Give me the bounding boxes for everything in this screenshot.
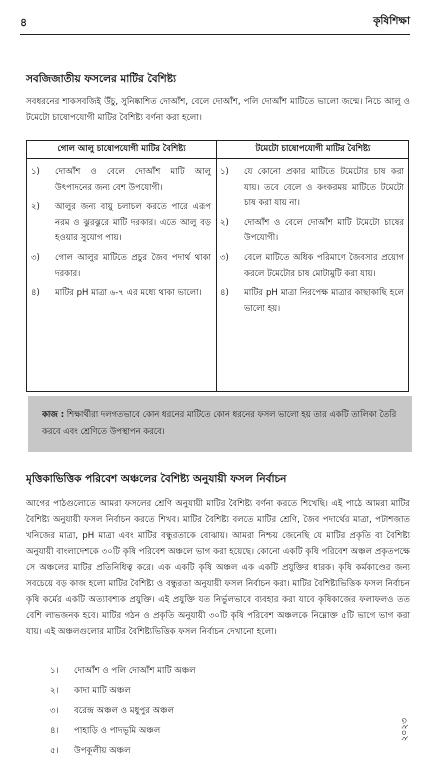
item-text: পাহাড়ি ও পাদভূমি অঞ্চল	[74, 726, 161, 736]
list-item	[220, 286, 404, 317]
tomato-soil-column	[220, 165, 404, 321]
item-number: ২।	[50, 686, 59, 696]
header-divider	[20, 34, 410, 35]
agro-zone-list	[50, 664, 196, 764]
item-text: মাটির pH মাত্রা ৬-৭ এর মধ্যে থাকা ভালো।	[55, 288, 202, 299]
item-text: কাদা মাটি অঞ্চল	[74, 686, 131, 696]
page-number: ৪	[20, 16, 28, 29]
list-item	[50, 664, 196, 684]
task-text: শিক্ষার্থীরা দলগতভাবে কোন ধরনের মাটিতে কোন ধরনের ফসল ভালো হয় তার একটি তালিকা তৈরি করবে এবং শ্রেণিতে উপস্থাপন করবে।	[42, 409, 397, 436]
item-text: উপকূলীয় অঞ্চল	[74, 746, 131, 756]
list-item	[50, 724, 196, 744]
intro-paragraph: সবধরনের শাকসবজিই উঁচু, সুনিষ্কাশিত দোআঁশ, বেলে দোআঁশ, পলি দোআঁশ মাটিতে ভালো জন্মে। নিচে আলু ও টমেটো চাষোপযোগী মাটির বৈশিষ্ট্য বর্ণনা করা হলো।	[26, 97, 410, 123]
soil-characteristics-table	[26, 140, 409, 392]
task-box	[28, 396, 412, 452]
table-header-divider	[27, 158, 408, 159]
page-header	[20, 14, 410, 36]
potato-soil-column	[31, 165, 211, 306]
task-label: কাজ :	[42, 409, 65, 419]
item-text: দোআঁশ ও পলি দোআঁশ মাটি অঞ্চল	[74, 666, 196, 676]
list-item	[31, 251, 211, 282]
item-number: ৩)	[31, 252, 40, 263]
item-number: ৩)	[220, 252, 229, 263]
table-header-tomato: টমেটো চাষোপযোগী মাটির বৈশিষ্ট্য	[255, 143, 371, 153]
item-text: আলুর জন্য বায়ু চলাচল করতে পারে এরূপ নরম ও ঝুরঝুরে মাটি দরকার। এতে আলু বড় হওয়ার সুযোগ পায়।	[55, 202, 211, 244]
section-heading-vegetable-soil: সবজিজাতীয় ফসলের মাটির বৈশিষ্ট্য	[26, 73, 177, 85]
item-text: বেলে মাটিতে অধিক পরিমাণে জৈবসার প্রয়োগ করলে টমেটোর চাষ মোটামুটি করা যায়।	[244, 252, 404, 279]
list-item	[220, 165, 404, 212]
list-item	[50, 704, 196, 724]
list-item	[220, 216, 404, 247]
book-name: কৃষিশিক্ষা	[373, 15, 410, 27]
table-header-potato: গোল আলু চাষোপযোগী মাটির বৈশিষ্ট্য	[57, 143, 186, 153]
list-item	[220, 251, 404, 282]
item-number: ১)	[220, 167, 229, 177]
item-text: যে কোনো প্রকার মাটিতে টমেটোর চাষ করা যায়। তবে বেলে ও কংকরময় মাটিতে টমেটো চাষ করা যায় না।	[244, 167, 404, 209]
item-number: ৪।	[50, 726, 59, 736]
item-text: বরেন্দ্র অঞ্চল ও মধুপুর অঞ্চল	[74, 706, 175, 716]
item-text: দোআঁশ ও বেলে দোআঁশ মাটি টমেটো চাষের উপযোগী।	[244, 217, 404, 244]
crop-selection-paragraph: আগের পাঠগুলোতে আমরা ফসলের শ্রেণি অনুযায়ী মাটির বৈশিষ্ট্য বর্ণনা করতে শিখেছি। এই পাঠে আমরা মাটির বৈশিষ্ট্য অনুযায়ী ফসল নির্বাচন করতে শিখব। মাটির বৈশিষ্ট্য বলতে মাটির শ্রেণি, জৈব পদার্থের মাত্রা, পটাশজাত খনিজের মাত্রা, pH মাত্রা এবং মাটির বন্ধুরতাকে বোঝায়। আমরা নিশ্চয় জেনেছি যে মাটির প্রকৃতি বা বৈশিষ্ট্য অনুযায়ী বাংলাদেশকে ৩০টি কৃষি পরিবেশ অঞ্চলে ভাগ করা হয়েছে। কোনো একটি কৃষি পরিবেশ অঞ্চল প্রকৃতপক্ষে সে অঞ্চলের মাটির প্রতিনিধিত্ব করে। এক একটি কৃষি অঞ্চল এক একটি প্রযুক্তির ধারক। কৃষি কর্মকাণ্ডের জন্য সবচেয়ে বড় কাজ হলো মাটির বৈশিষ্ট্য ও বন্ধুরতা অনুযায়ী ফসল নির্বাচন করা। মাটির বৈশিষ্ট্যভিত্তিক ফসল নির্বাচন কৃষি কর্মের একটি অত্যাবশ্যক প্রযুক্তি। এই প্রযুক্তি যত নির্ভুলভাবে ব্যবহার করা যাবে কৃষিকাজের ফলাফলও তত বেশি লাভজনক হবে। মাটির গঠন ও প্রকৃতি অনুযায়ী ৩০টি কৃষি পরিবেশ অঞ্চলকে নিম্নোক্ত ৫টি ভাগে ভাগ করা যায়। এই অঞ্চলগুলোর মাটির বৈশিষ্ট্যভিত্তিক ফসল নির্বাচন দেখানো হলো।	[26, 499, 410, 637]
list-item	[50, 684, 196, 704]
item-number: ৪)	[31, 288, 40, 299]
list-item	[31, 200, 211, 247]
item-number: ২)	[31, 202, 40, 213]
item-text: মাটির pH মাত্রা নিরপেক্ষ মাত্রার কাছাকাছি হলে ভালো হয়।	[244, 288, 404, 314]
list-item	[50, 744, 196, 764]
item-number: ৫।	[50, 746, 59, 756]
item-number: ৪)	[220, 288, 229, 299]
task-content	[42, 406, 398, 440]
section-heading-crop-selection: মৃত্তিকাভিত্তিক পরিবেশ অঞ্চলের বৈশিষ্ট্য অনুযায়ী ফসল নির্বাচন	[26, 473, 287, 485]
footer-code: ২০২৩	[400, 718, 410, 742]
item-number: ১)	[31, 167, 40, 177]
item-text: দোআঁশ ও বেলে দোআঁশ মাটি আলু উৎপাদনের জন্য বেশ উপযোগী।	[55, 167, 211, 193]
list-item	[31, 286, 211, 302]
item-number: ১।	[50, 666, 59, 676]
item-number: ২)	[220, 217, 229, 228]
list-item	[31, 165, 211, 196]
item-text: গোল আলুর মাটিতে প্রচুর জৈব পদার্থ থাকা দরকার।	[55, 252, 211, 279]
item-number: ৩।	[50, 706, 59, 716]
table-column-divider	[216, 141, 217, 391]
